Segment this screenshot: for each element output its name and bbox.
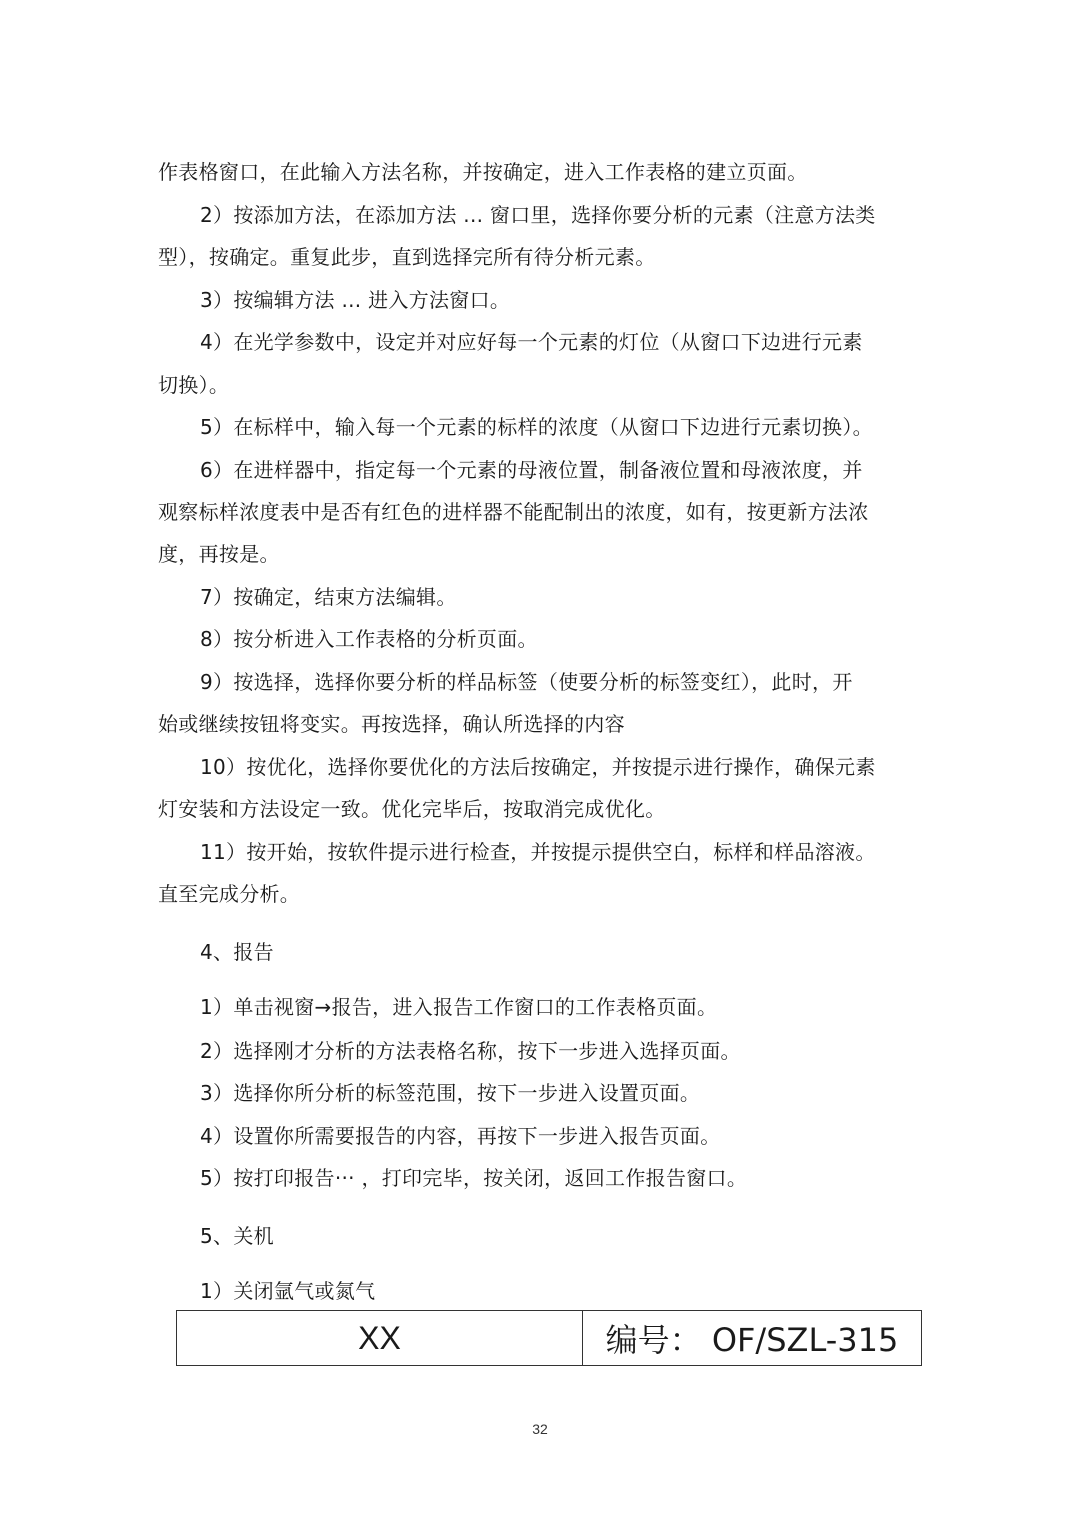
- text-line: 5）按打印报告··· ，打印完毕，按关闭，返回工作报告窗口。: [200, 1166, 748, 1190]
- footer-code-cell: 编号： OF/SZL-315: [605, 1321, 899, 1359]
- text-line: 作表格窗口，在此输入方法名称，并按确定，进入工作表格的建立页面。: [158, 160, 808, 184]
- page-number: 32: [532, 1421, 548, 1437]
- text-line: 11）按开始，按软件提示进行检查，并按提示提供空白，标样和样品溶液。: [200, 840, 876, 864]
- text-line: 4）设置你所需要报告的内容，再按下一步进入报告页面。: [200, 1124, 721, 1148]
- text-line: 2）按添加方法，在添加方法 ... 窗口里，选择你要分析的元素（注意方法类: [200, 203, 876, 227]
- footer-table: [176, 1310, 922, 1366]
- section-heading: 5、关机: [200, 1224, 274, 1248]
- text-line: 2）选择刚才分析的方法表格名称，按下一步进入选择页面。: [200, 1039, 741, 1063]
- text-line: 9）按选择，选择你要分析的样品标签（使要分析的标签变红），此时，开: [200, 670, 853, 694]
- text-line: 10）按优化，选择你要优化的方法后按确定，并按提示进行操作，确保元素: [200, 755, 876, 779]
- footer-company-cell: XX: [177, 1311, 583, 1365]
- text-line: 4）在光学参数中，设定并对应好每一个元素的灯位（从窗口下边进行元素: [200, 330, 863, 354]
- text-line: 始或继续按钮将变实。再按选择，确认所选择的内容: [158, 712, 625, 736]
- text-line: 3）按编辑方法 ... 进入方法窗口。: [200, 288, 511, 312]
- text-line: 1）单击视窗→报告，进入报告工作窗口的工作表格页面。: [200, 995, 718, 1019]
- text-line: 7）按确定，结束方法编辑。: [200, 585, 457, 609]
- text-line: 5）在标样中，输入每一个元素的标样的浓度（从窗口下边进行元素切换）。: [200, 415, 873, 439]
- text-line: 观察标样浓度表中是否有红色的进样器不能配制出的浓度，如有，按更新方法浓: [158, 500, 869, 524]
- section-heading: 4、报告: [200, 940, 274, 964]
- text-line: 1）关闭氩气或氮气: [200, 1279, 376, 1303]
- text-line: 型），按确定。重复此步，直到选择完所有待分析元素。: [158, 245, 656, 269]
- text-line: 8）按分析进入工作表格的分析页面。: [200, 627, 538, 651]
- text-line: 3）选择你所分析的标签范围，按下一步进入设置页面。: [200, 1081, 701, 1105]
- text-line: 切换）。: [158, 373, 230, 397]
- text-line: 灯安装和方法设定一致。优化完毕后，按取消完成优化。: [158, 797, 666, 821]
- text-line: 直至完成分析。: [158, 882, 301, 906]
- text-line: 6）在进样器中，指定每一个元素的母液位置，制备液位置和母液浓度，并: [200, 458, 863, 482]
- text-line: 度，再按是。: [158, 542, 280, 566]
